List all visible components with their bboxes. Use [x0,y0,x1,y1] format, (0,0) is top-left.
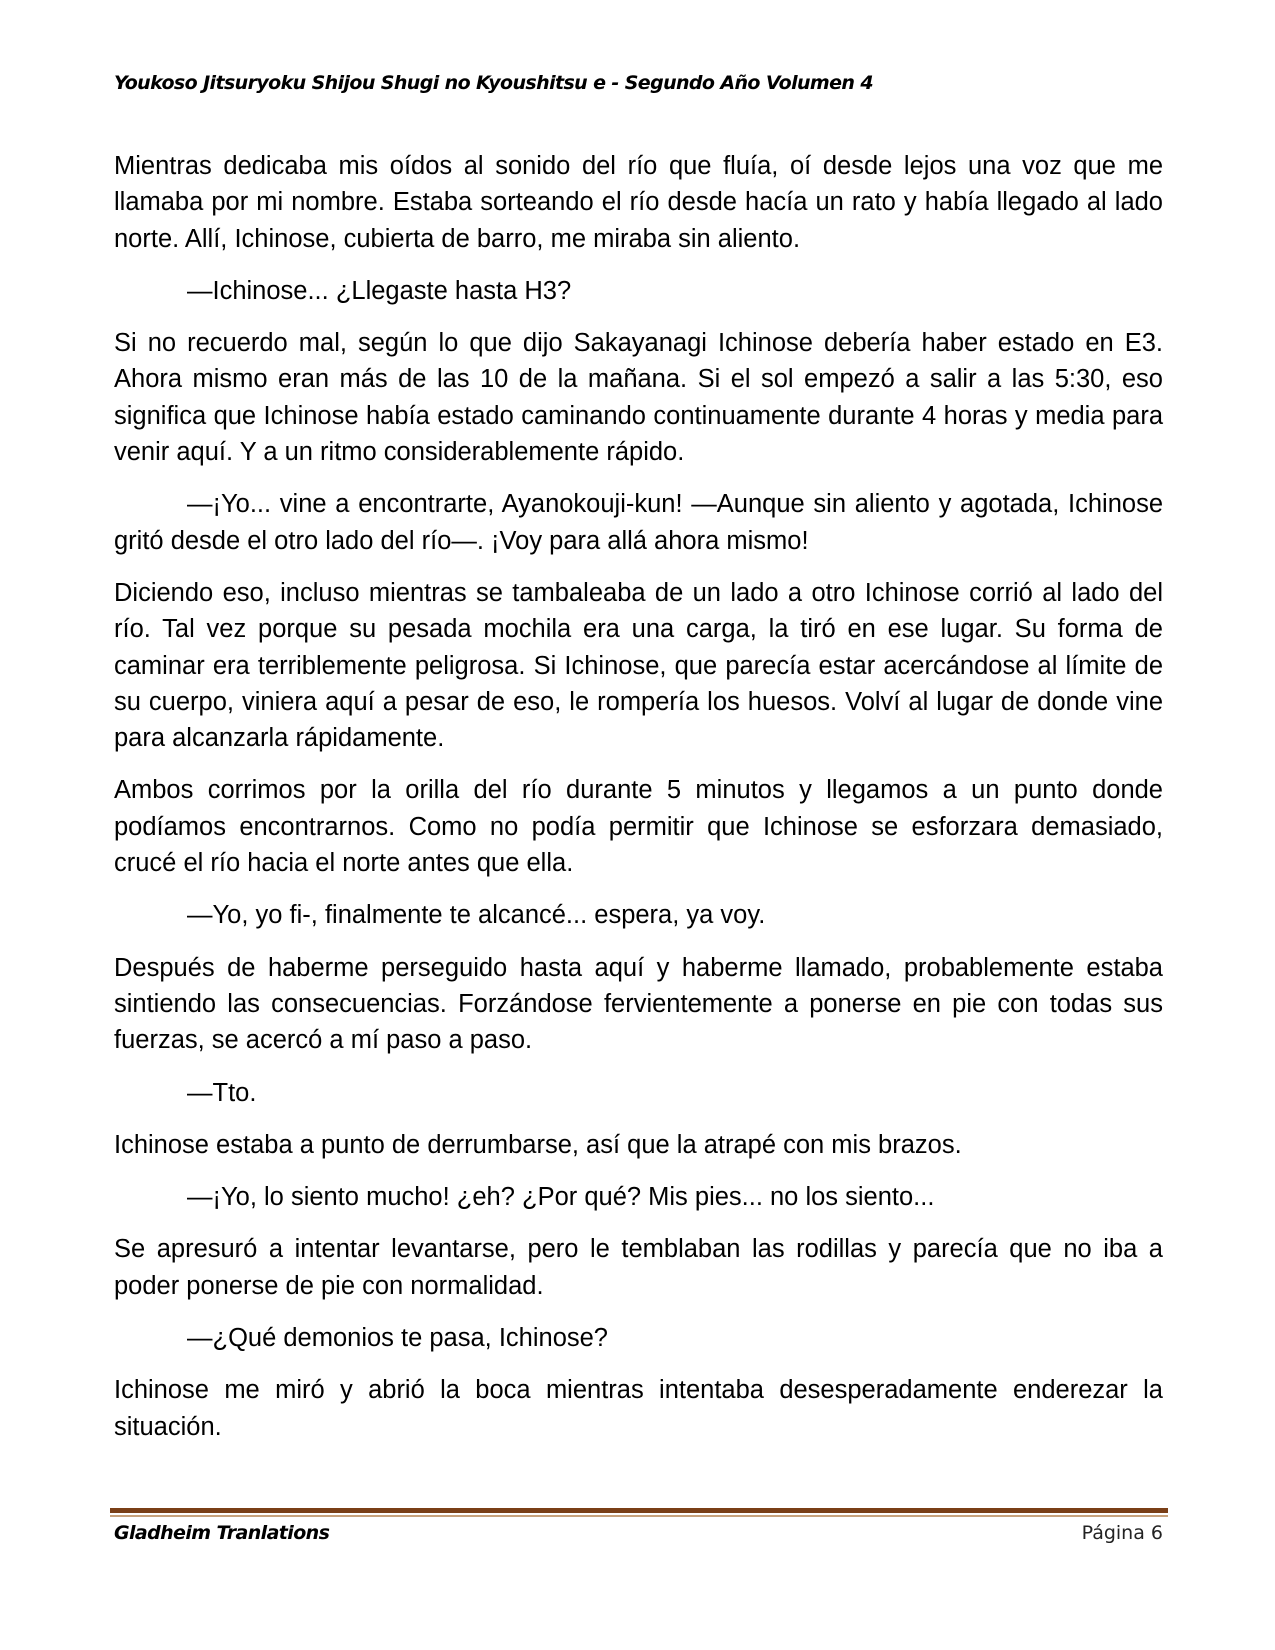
footer-credit: Gladheim Tranlations [114,1522,330,1544]
paragraph: Ichinose me miró y abrió la boca mientras intentaba desesperadamente enderezar la situación. [114,1376,1163,1441]
running-header: Youkoso Jitsuryoku Shijou Shugi no Kyoushitsu e - Segundo Año Volumen 4 [114,72,873,94]
paragraph: Mientras dedicaba mis oídos al sonido del río que fluía, oí desde lejos una voz que me llamaba por mi nombre. Estaba sorteando el río desde hacía un rato y había llegado al lado norte. Allí, Ichinose, cubierta de barro, me miraba sin aliento. [114,152,1163,253]
footer-rule [110,1508,1168,1517]
dialogue-line: —¡Yo... vine a encontrarte, Ayanokouji-kun! —Aunque sin aliento y agotada, Ichinose gritó desde el otro lado del río—. ¡Voy para allá ahora mismo! [114,490,1163,555]
paragraph: Después de haberme perseguido hasta aquí y haberme llamado, probablemente estaba sintiendo las consecuencias. Forzándose fervientemente a ponerse en pie con todas sus fuerzas, se acercó a mí paso a paso. [114,953,1163,1055]
paragraph: Diciendo eso, incluso mientras se tambaleaba de un lado a otro Ichinose corrió al lado del río. Tal vez porque su pesada mochila era una carga, la tiró en ese lugar. Su forma de caminar era terriblemente peligrosa. Si Ichinose, que parecía estar acercándose al límite de su cuerpo, viniera aquí a pesar de eso, le rompería los huesos. Volví al lugar de donde vine para alcanzarla rápidamente. [114,578,1163,753]
paragraph: Ambos corrimos por la orilla del río durante 5 minutos y llegamos a un punto donde podíamos encontrarnos. Como no podía permitir que Ichinose se esforzara demasiado, crucé el río hacia el norte antes que ella. [114,776,1163,878]
paragraph: Si no recuerdo mal, según lo que dijo Sakayanagi Ichinose debería haber estado en E3. Ahora mismo eran más de las 10 de la mañana. Si el sol empezó a salir a las 5:30, eso significa que Ichinose había estado caminando continuamente durante 4 horas y media para venir aquí. Y a un ritmo considerablemente rápido. [114,329,1163,467]
paragraph: Se apresuró a intentar levantarse, pero le temblaban las rodillas y parecía que no iba a poder ponerse de pie con normalidad. [114,1235,1163,1300]
paragraph: Ichinose estaba a punto de derrumbarse, así que la atrapé con mis brazos. [114,1130,962,1159]
dialogue-line: —Ichinose... ¿Llegaste hasta H3? [187,276,572,305]
dialogue-line: —Yo, yo fi-, finalmente te alcancé... espera, ya voy. [187,901,766,930]
dialogue-line: —¿Qué demonios te pasa, Ichinose? [187,1324,608,1353]
dialogue-line: —Tto. [187,1078,257,1107]
footer-rule-thick [110,1508,1168,1513]
footer-rule-thin [110,1515,1168,1517]
page-body [114,148,1163,1461]
dialogue-line: —¡Yo, lo siento mucho! ¿eh? ¿Por qué? Mis pies... no los siento... [187,1183,935,1212]
page-number: Página 6 [1081,1522,1163,1544]
